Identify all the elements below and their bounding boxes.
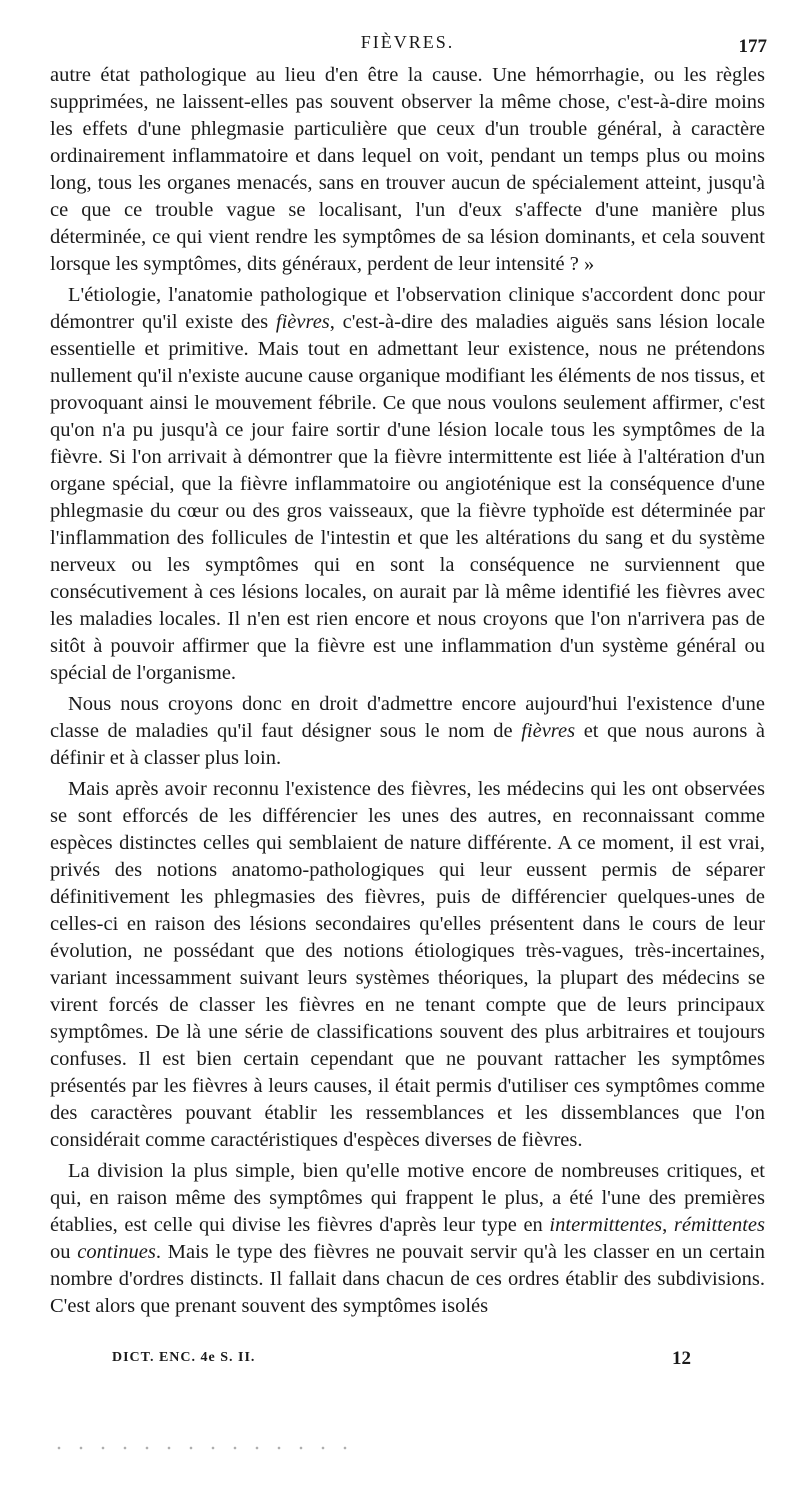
text-run: ou — [50, 1241, 78, 1263]
sheet-number: 12 — [672, 1348, 691, 1369]
italic-term: continues — [77, 1241, 156, 1263]
scan-specks-decoration — [48, 1445, 348, 1451]
italic-term: rémittentes — [673, 1214, 765, 1236]
paragraph-p4 — [50, 776, 765, 1154]
text-run: Nous nous croyons donc en droit d'admettre encore aujourd'hui l'existence d'une classe de maladies qu'il faut désigner sous le nom de — [50, 693, 765, 742]
printer-signature: DICT. ENC. 4e S. II. — [112, 1350, 256, 1365]
text-run: . Mais le type des fièvres ne pouvait servir qu'à les classer en un certain nombre d'ordres distincts. Il fallait dans chacun de ces ordres établir des subdivisions. C'est alors que prenant souvent des symptômes isolés — [50, 1241, 765, 1317]
paragraph-p1 — [50, 62, 765, 278]
page-footer — [112, 1346, 765, 1376]
text-run: La division la plus simple, bien qu'elle motive encore de nombreuses critiques, et qui, en raison même des symptômes qui frappent le plus, a été l'une des premières établies, est celle qui divise les fièvres d'après leur type en — [50, 1160, 765, 1236]
text-run: , — [662, 1214, 674, 1236]
running-title: FIÈVRES. — [360, 32, 455, 52]
paragraph-p2 — [50, 282, 765, 687]
paragraph-p3 — [50, 691, 765, 772]
text-run: , c'est-à-dire des maladies aiguës sans lésion locale essentielle et primitive. Mais tout en admettant leur existence, nous ne prétendons nullement qu'il n'existe aucune cause organique modifiant les éléments de nos tissus, et provoquant ainsi le mouvement fébrile. Ce que nous voulons seulement affirmer, c'est qu'on n'a pu jusqu'à ce jour faire sortir d'une lésion locale tous les symptômes de la fièvre. Si l'on arrivait à démontrer que la fièvre intermittente est liée à l'altération d'un organe spécial, que la fièvre inflammatoire ou angioténique est la conséquence d'une phlegmasie du cœur ou des gros vaisseaux, que la fièvre typhoïde est déterminée par l'inflammation des follicules de l'intestin et que les altérations du sang et du système nerveux ou les symptômes qui en sont la conséquence ne surviennent que consécutivement à ces lésions locales, on aurait par là même identifié les fièvres avec les maladies locales. Il n'en est rien encore et nous croyons que l'on n'arrivera pas de sitôt à pouvoir affirmer que la fièvre est une inflammation d'un système général ou spécial de l'organisme. — [50, 311, 765, 684]
italic-term: fièvres — [521, 720, 576, 742]
text-run: autre état pathologique au lieu d'en être la cause. Une hémorrhagie, ou les règles supprimées, ne laissent-elles pas souvent observer la même chose, c'est-à-dire moins les effets d'une phlegmasie particulière que ceux d'un trouble général, à caractère ordinairement inflammatoire et dans lequel on voit, pendant un temps plus ou moins long, tous les organes menacés, sans en trouver aucun de spécialement atteint, jusqu'à ce que ce trouble vague se localisant, l'un d'eux s'affecte d'une manière plus déterminée, ce qui vient rendre les symptômes de sa lésion dominants, et cela souvent lorsque les symptômes, dits généraux, perdent de leur intensité ? » — [50, 64, 765, 275]
text-run: Mais après avoir reconnu l'existence des fièvres, les médecins qui les ont observées se sont efforcés de les différencier les unes des autres, en reconnaissant comme espèces distinctes celles qui semblaient de nature différente. A ce moment, il est vrai, privés des notions anatomo-pathologiques qui leur eussent permis de séparer définitivement les phlegmasies des fièvres, puis de différencier quelques-unes de celles-ci en raison des lésions secondaires qu'elles présentent dans le cours de leur évolution, ne possédant que des notions étiologiques très-vagues, très-incertaines, variant incessamment suivant leurs systèmes théoriques, la plupart des médecins se virent forcés de classer les fièvres en ne tenant compte que de leurs principaux symptômes. De là une série de classifications souvent des plus arbitraires et toujours confuses. Il est bien certain cependant que ne pouvant rattacher les symptômes présentés par les fièvres à leurs causes, il était permis d'utiliser ces symptômes comme des caractères pouvant établir les ressemblances et les dissemblances que l'on considérait comme caractéristiques d'espèces diverses de fièvres. — [50, 778, 765, 1151]
italic-term: fièvres — [275, 311, 330, 333]
text-run: L'étiologie, l'anatomie pathologique et l'observation clinique s'accordent donc pour démontrer qu'il existe des — [50, 284, 765, 333]
book-page — [50, 28, 765, 1468]
paragraph-p5 — [50, 1158, 765, 1320]
page-number: 177 — [738, 36, 767, 57]
italic-term: intermittentes — [549, 1214, 663, 1236]
body-text — [50, 62, 765, 1320]
text-run: et que nous aurons à définir et à classer plus loin. — [50, 720, 766, 769]
page-header — [50, 28, 765, 62]
